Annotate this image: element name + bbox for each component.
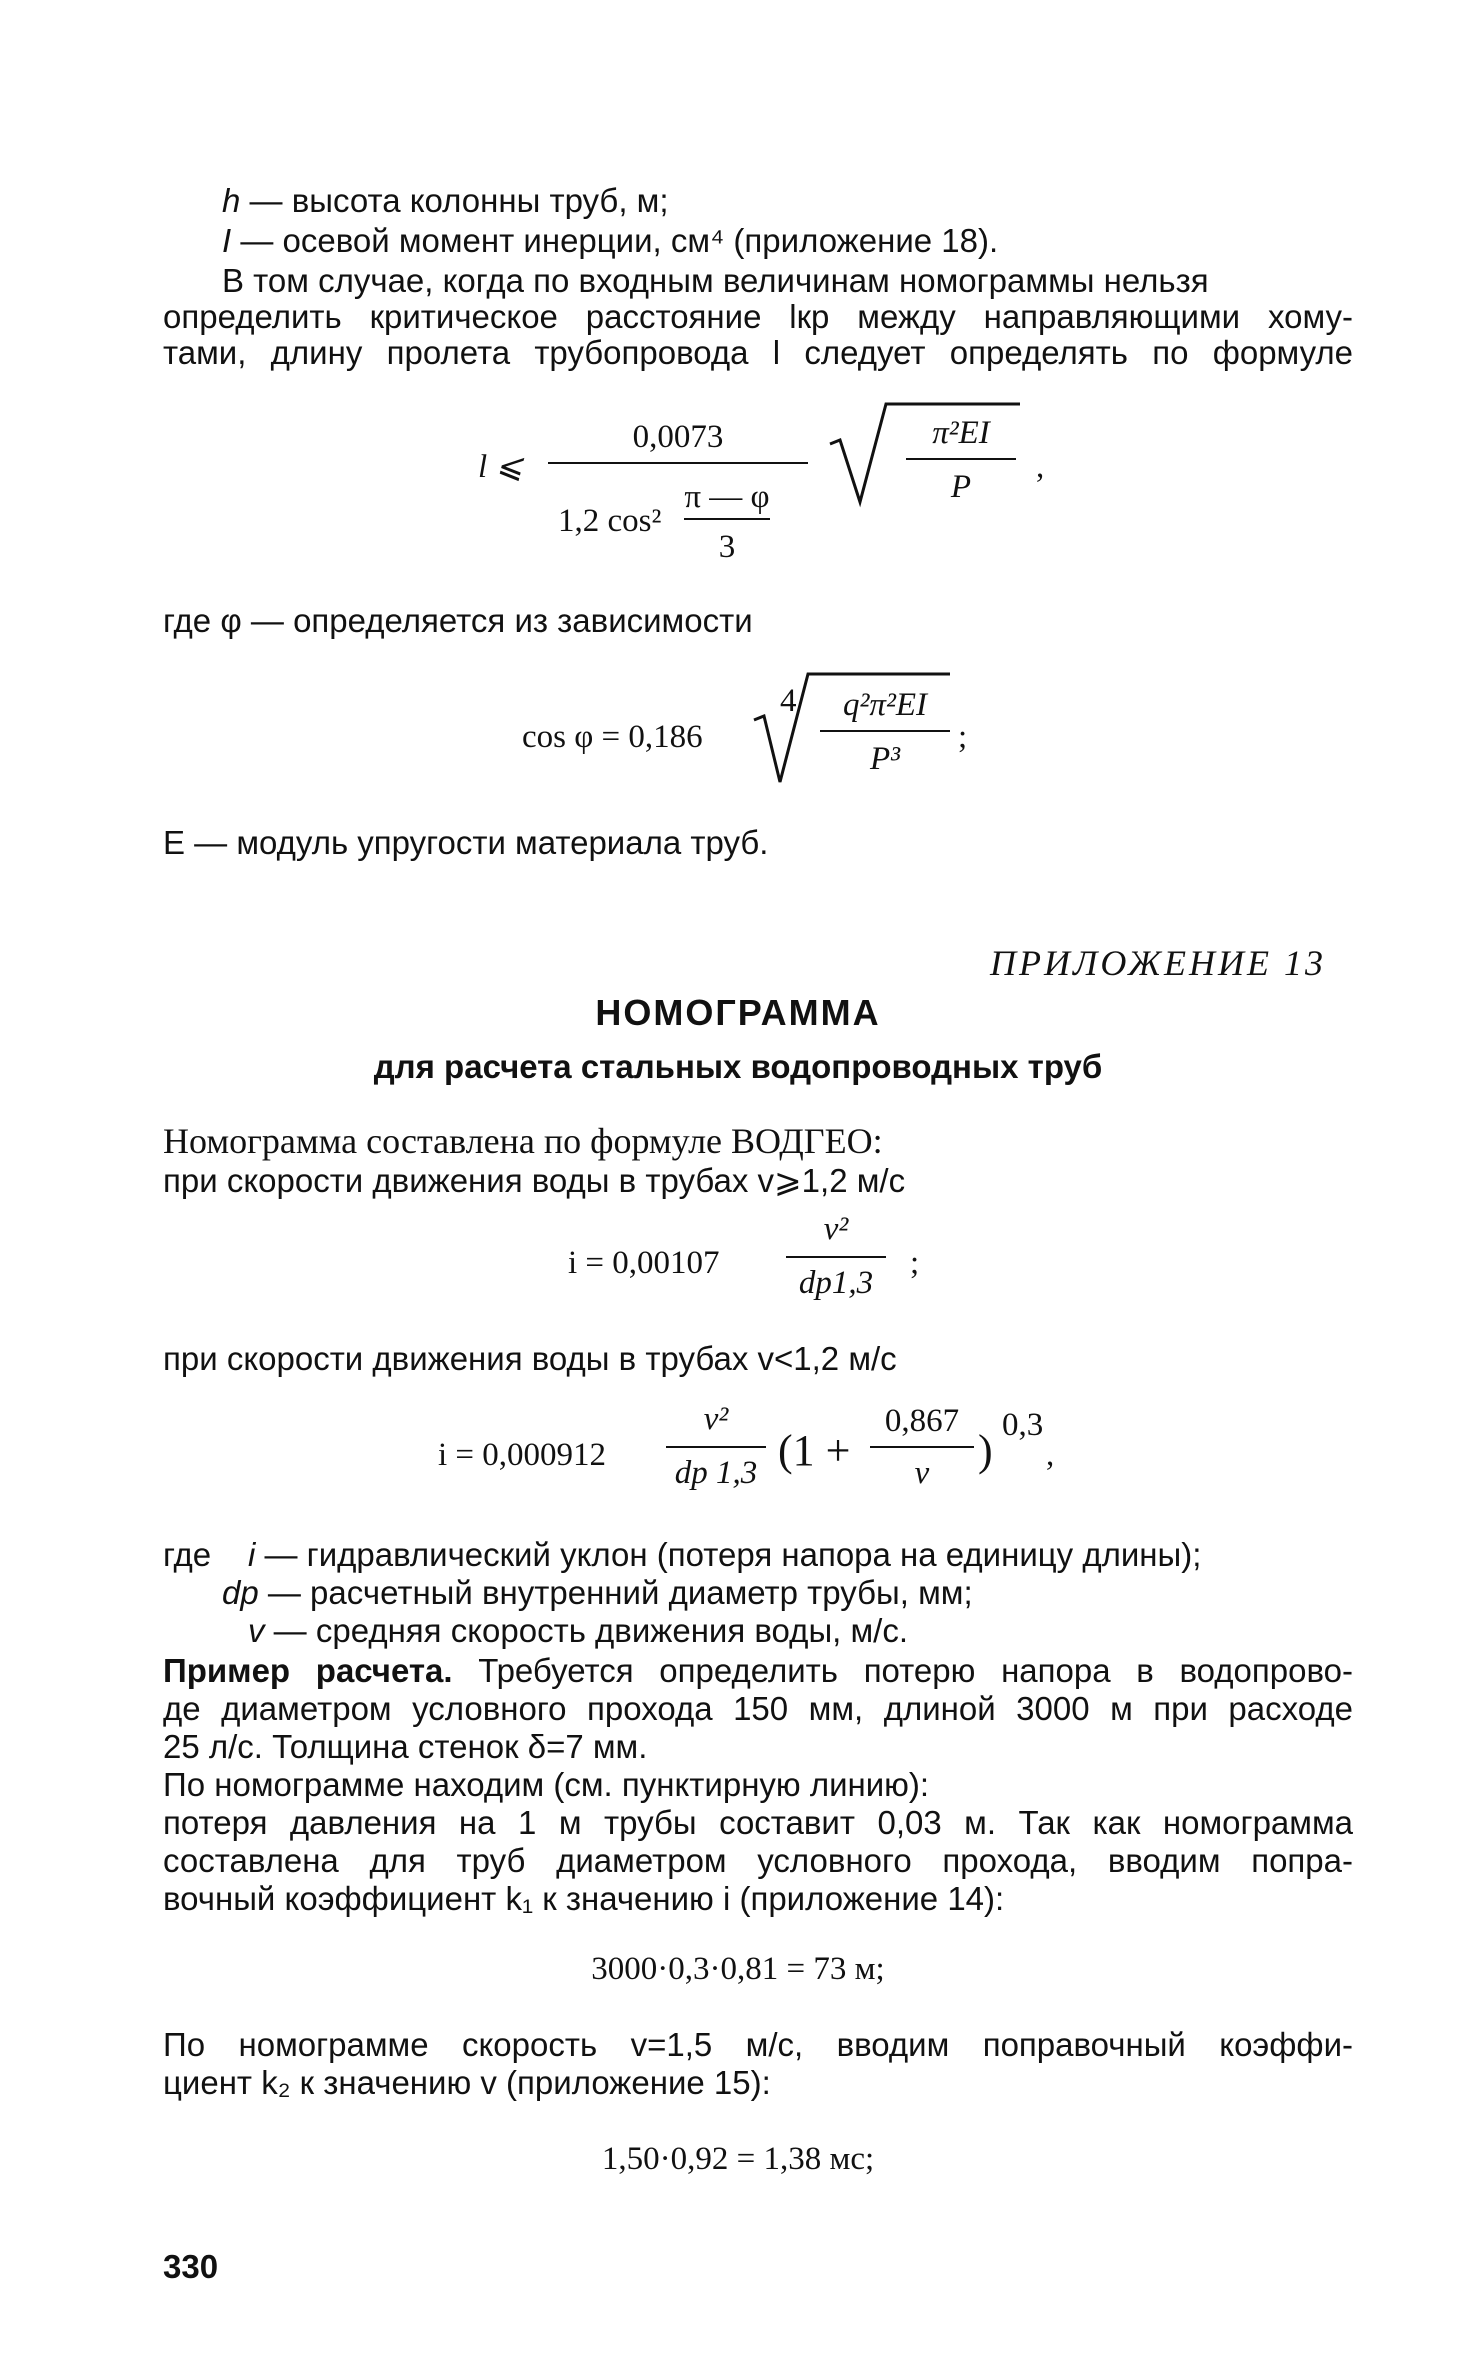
example-line7: вочный коэффициент k₁ к значению i (приложение 14): [163,1880,1005,1917]
formula1-numerator: 0,0073 [632,419,724,455]
formula1-den-frac-bar [684,518,770,520]
formula4-numerator: v² [703,1401,729,1437]
formula1-fraction-bar [548,462,808,464]
def-E: E — модуль упругости материала труб. [163,824,769,861]
formula4-fraction-bar [666,1446,766,1448]
formula3-numerator: v² [823,1211,849,1247]
example-line2: де диаметром условного прохода 150 мм, длиной 3000 м при расходе [163,1690,1353,1727]
formula4-exponent: 0,3 [1002,1407,1044,1443]
formula2-root-index: 4 [780,683,797,719]
where-d: dр — расчетный внутренний диаметр трубы, мм; [222,1574,973,1611]
formula2-root-denominator: P³ [869,741,901,777]
para1-line2: определить критическое расстояние lкр между направляющими хому- [163,298,1353,335]
example-line3: 25 л/с. Толщина стенок δ=7 мм. [163,1728,648,1765]
formula1-root-denominator: P [950,469,972,505]
calc1: 3000·0,3·0,81 = 73 м; [591,1951,885,1987]
formula2-root-bar [820,730,950,732]
formula1-lhs: l ⩽ [478,449,524,485]
formula4-paren-close: ) [978,1426,993,1475]
formula4-lhs: i = 0,000912 [438,1437,607,1473]
example-line6: составлена для труб диаметром условного прохода, вводим попра- [163,1842,1353,1879]
example-line4: По номограмме находим (см. пунктирную линию): [163,1766,930,1803]
formula2-lhs: cos φ = 0,186 [522,719,703,755]
intro-line1: Номограмма составлена по формуле ВОДГЕО: [163,1121,883,1161]
appendix-label: ПРИЛОЖЕНИЕ 13 [990,943,1326,983]
formula1-denominator: 1,2 cos² [558,503,662,539]
where-v: v — средняя скорость движения воды, м/с. [248,1612,909,1649]
where-phi: где φ — определяется из зависимости [163,602,753,639]
intro-line2: при скорости движения воды в трубах v⩾1,2 м/с [163,1162,906,1199]
appendix-subtitle: для расчета стальных водопроводных труб [373,1048,1103,1085]
where-lead: где [163,1536,212,1573]
formula4-denominator: dр 1,3 [674,1455,758,1491]
para1-line3: тами, длину пролета трубопровода l следует определять по формуле [163,334,1353,371]
formula2-tail: ; [958,719,968,755]
formula4-inner-bar [870,1446,974,1448]
formula4-paren-open: (1 + [778,1426,851,1475]
appendix-title: НОМОГРАММА [595,992,881,1033]
cond2: при скорости движения воды в трубах v<1,2 м/с [163,1340,897,1377]
formula1-tail: , [1036,449,1045,485]
page-number: 330 [163,2248,219,2285]
def-I: I — осевой момент инерции, см⁴ (приложение 18). [222,222,999,259]
example-line1: Пример расчета. Требуется определить потерю напора в водопрово- [163,1652,1353,1689]
para-v-line2: циент k₂ к значению v (приложение 15): [163,2064,771,2101]
example-line5: потеря давления на 1 м трубы составит 0,03 м. Так как номограмма [163,1804,1353,1841]
formula1-den-frac-den: 3 [718,529,736,565]
formula1-root-bar [906,458,1016,460]
formula4-inner-numerator: 0,867 [884,1403,960,1439]
formula4-inner-denominator: v [914,1455,930,1491]
where-i: i — гидравлический уклон (потеря напора на единицу длины); [248,1536,1202,1573]
def-h: h — высота колонны труб, м; [222,182,669,219]
formula4-tail: , [1046,1437,1055,1473]
formula2-root-numerator: q²π²EI [843,687,927,723]
para-v-line1: По номограмме скорость v=1,5 м/с, вводим поправочный коэффи- [163,2026,1353,2063]
formula3-denominator: dр1,3 [798,1265,874,1301]
calc2: 1,50·0,92 = 1,38 мс; [601,2141,875,2177]
formula3-fraction-bar [786,1256,886,1258]
formula1-root-numerator: π²EI [932,415,990,451]
formula1-den-frac-num: π — φ [684,479,770,515]
formula3-lhs: i = 0,00107 [568,1245,720,1281]
formula3-tail: ; [910,1245,920,1281]
para1-line1: В том случае, когда по входным величинам номограммы нельзя [222,262,1209,299]
